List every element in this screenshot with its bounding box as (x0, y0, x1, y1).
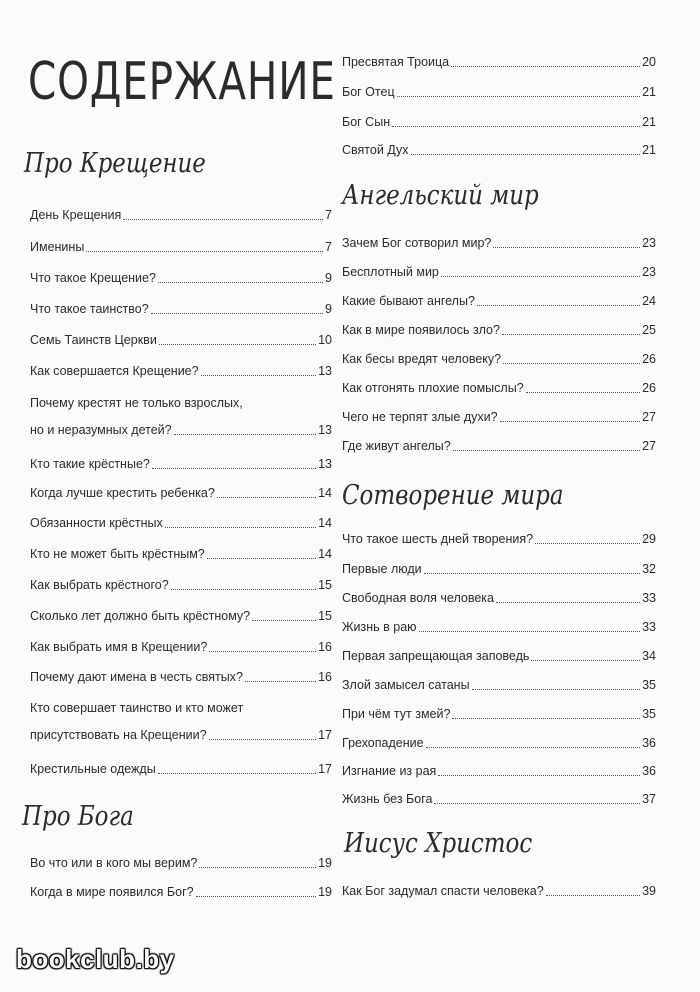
leader-dots (411, 154, 641, 155)
entry-title: Сколько лет должно быть крёстному? (30, 609, 251, 623)
entry-title: Что такое таинство? (30, 302, 149, 316)
leader-dots (245, 681, 316, 682)
entry-page: 10 (318, 333, 332, 347)
leader-dots (207, 558, 316, 559)
entry-title: Что такое Крещение? (30, 271, 156, 285)
toc-entry[interactable] (342, 381, 656, 396)
leader-dots (502, 334, 640, 335)
toc-entry[interactable] (342, 591, 656, 606)
leader-dots (392, 126, 640, 127)
section-title-creation: Сотворение мира (342, 480, 564, 511)
leader-dots (424, 573, 640, 574)
toc-entry[interactable] (30, 578, 332, 593)
entry-page: 27 (642, 410, 656, 424)
entry-title: Первая запрещающая заповедь (342, 649, 530, 663)
toc-entry[interactable] (342, 884, 656, 899)
entry-title: Грехопадение (342, 736, 424, 750)
entry-title: Зачем Бог сотворил мир? (342, 236, 492, 250)
leader-dots (451, 66, 640, 67)
entry-title: Бог Отец (342, 85, 395, 99)
toc-entry[interactable] (342, 439, 656, 454)
entry-title: День Крещения (30, 208, 122, 222)
entry-page: 23 (642, 265, 656, 279)
leader-dots (209, 739, 317, 740)
entry-page: 26 (642, 352, 656, 366)
entry-page: 13 (318, 364, 332, 378)
toc-entry[interactable] (342, 649, 656, 664)
toc-entry[interactable] (30, 516, 332, 531)
entry-title: Когда в мире появился Бог? (30, 885, 194, 899)
leader-dots (441, 276, 640, 277)
leader-dots (86, 251, 323, 252)
toc-entry[interactable] (342, 707, 656, 722)
leader-dots (123, 219, 323, 220)
entry-page: 19 (318, 856, 332, 870)
leader-dots (500, 421, 641, 422)
entry-page: 7 (325, 240, 332, 254)
entry-title: Во что или в кого мы верим? (30, 856, 198, 870)
entry-page: 16 (318, 670, 332, 684)
leader-dots (535, 543, 640, 544)
entry-title: Почему дают имена в честь святых? (30, 670, 243, 684)
leader-dots (493, 247, 640, 248)
toc-entry[interactable] (30, 240, 332, 255)
leader-dots (209, 651, 316, 652)
toc-entry[interactable] (30, 547, 332, 562)
entry-title-line1: Кто совершает таинство и кто может (30, 701, 244, 715)
entry-page: 24 (642, 294, 656, 308)
entry-title: Как выбрать имя в Крещении? (30, 640, 208, 654)
entry-page: 35 (642, 678, 656, 692)
leader-dots (526, 392, 640, 393)
entry-title: Как выбрать крёстного? (30, 578, 169, 592)
entry-title: Где живут ангелы? (342, 439, 451, 453)
entry-page: 17 (318, 762, 332, 776)
leader-dots (531, 660, 640, 661)
entry-title: Жизнь без Бога (342, 792, 433, 806)
entry-title: Как в мире появилось зло? (342, 323, 500, 337)
leader-dots (152, 468, 316, 469)
entry-title: Чего не терпят злые духи? (342, 410, 498, 424)
section-title-baptism: Про Крещение (24, 148, 206, 179)
entry-page: 33 (642, 620, 656, 634)
entry-title: Что такое шесть дней творения? (342, 532, 534, 546)
toc-entry[interactable] (30, 208, 332, 223)
entry-page: 19 (318, 885, 332, 899)
entry-title: Обязанности крёстных (30, 516, 163, 530)
entry-page: 37 (642, 792, 656, 806)
toc-entry[interactable] (30, 762, 332, 777)
toc-entry[interactable] (30, 670, 332, 685)
toc-entry[interactable] (342, 236, 656, 251)
leader-dots (434, 803, 640, 804)
toc-entry[interactable] (342, 55, 656, 70)
entry-title: Когда лучше крестить ребенка? (30, 486, 215, 500)
toc-entry[interactable] (30, 609, 332, 624)
entry-title: Как Бог задумал спасти человека? (342, 884, 544, 898)
leader-dots (472, 689, 641, 690)
entry-page: 32 (642, 562, 656, 576)
entry-page: 39 (642, 884, 656, 898)
leader-dots (165, 527, 316, 528)
entry-title: Кто не может быть крёстным? (30, 547, 205, 561)
toc-entry[interactable] (342, 410, 656, 425)
leader-dots (158, 282, 323, 283)
toc-entry[interactable] (342, 115, 656, 130)
entry-title-line1: Почему крестят не только взрослых, (30, 396, 243, 410)
entry-page: 36 (642, 736, 656, 750)
toc-entry[interactable] (342, 562, 656, 577)
entry-page: 9 (325, 271, 332, 285)
toc-entry[interactable] (342, 294, 656, 309)
entry-page: 15 (318, 578, 332, 592)
entry-page: 36 (642, 764, 656, 778)
toc-entry[interactable] (30, 856, 332, 871)
watermark-logo: bookclub.by (16, 944, 175, 974)
leader-dots (477, 305, 640, 306)
toc-entry[interactable] (30, 271, 332, 286)
entry-page: 26 (642, 381, 656, 395)
entry-page: 21 (642, 143, 656, 157)
entry-title: Святой Дух (342, 143, 409, 157)
toc-entry[interactable] (30, 396, 332, 438)
entry-title: Крестильные одежды (30, 762, 156, 776)
section-title-god: Про Бога (22, 801, 134, 832)
toc-entry[interactable] (30, 701, 332, 743)
entry-page: 17 (318, 728, 332, 742)
entry-title: Первые люди (342, 562, 422, 576)
entry-title: При чём тут змей? (342, 707, 451, 721)
entry-page: 13 (318, 457, 332, 471)
entry-page: 21 (642, 115, 656, 129)
entry-title: Как бесы вредят человеку? (342, 352, 502, 366)
leader-dots (452, 718, 640, 719)
toc-entry[interactable] (30, 885, 332, 900)
toc-entry[interactable] (30, 364, 332, 379)
leader-dots (453, 450, 640, 451)
entry-page: 14 (318, 516, 332, 530)
toc-entry[interactable] (342, 352, 656, 367)
leader-dots (496, 602, 640, 603)
entry-page: 33 (642, 591, 656, 605)
entry-page: 34 (642, 649, 656, 663)
section-title-christ: Иисус Христос (344, 828, 533, 859)
toc-entry[interactable] (342, 620, 656, 635)
entry-page: 25 (642, 323, 656, 337)
toc-entry[interactable] (342, 678, 656, 693)
entry-title: Злой замысел сатаны (342, 678, 470, 692)
page-title: СОДЕРЖАНИЕ (28, 52, 336, 112)
entry-page: 29 (642, 532, 656, 546)
toc-entry[interactable] (342, 792, 656, 807)
entry-page: 13 (318, 423, 332, 437)
leader-dots (252, 620, 316, 621)
toc-entry[interactable] (30, 486, 332, 501)
toc-entry[interactable] (30, 302, 332, 317)
leader-dots (438, 775, 640, 776)
toc-entry[interactable] (342, 532, 656, 547)
leader-dots (546, 895, 640, 896)
entry-title: Пресвятая Троица (342, 55, 450, 69)
leader-dots (419, 631, 641, 632)
entry-title: Жизнь в раю (342, 620, 417, 634)
entry-page: 23 (642, 236, 656, 250)
leader-dots (426, 747, 641, 748)
entry-title: Семь Таинств Церкви (30, 333, 157, 347)
entry-page: 15 (318, 609, 332, 623)
entry-page: 21 (642, 85, 656, 99)
entry-title: Бесплотный мир (342, 265, 439, 279)
leader-dots (159, 344, 316, 345)
entry-title: Кто такие крёстные? (30, 457, 150, 471)
entry-title: Изгнание из рая (342, 764, 437, 778)
entry-page: 16 (318, 640, 332, 654)
toc-entry[interactable] (342, 736, 656, 751)
toc-entry[interactable] (30, 333, 332, 348)
toc-entry[interactable] (342, 323, 656, 338)
toc-entry[interactable] (342, 143, 656, 158)
entry-title: Как отгонять плохие помыслы? (342, 381, 524, 395)
leader-dots (196, 896, 317, 897)
entry-page: 35 (642, 707, 656, 721)
toc-entry[interactable] (342, 764, 656, 779)
entry-title: Именины (30, 240, 85, 254)
entry-page: 7 (325, 208, 332, 222)
entry-page: 14 (318, 486, 332, 500)
toc-entry[interactable] (30, 640, 332, 655)
entry-page: 9 (325, 302, 332, 316)
toc-entry[interactable] (342, 85, 656, 100)
entry-page: 14 (318, 547, 332, 561)
leader-dots (171, 589, 316, 590)
entry-title: Как совершается Крещение? (30, 364, 199, 378)
entry-title: Какие бывают ангелы? (342, 294, 475, 308)
entry-title: Свободная воля человека (342, 591, 495, 605)
leader-dots (174, 434, 316, 435)
entry-title-line2: но и неразумных детей? (30, 423, 172, 437)
section-title-angels: Ангельский мир (342, 180, 539, 211)
leader-dots (397, 96, 640, 97)
entry-title: Бог Сын (342, 115, 391, 129)
leader-dots (151, 313, 323, 314)
leader-dots (199, 867, 316, 868)
entry-page: 20 (642, 55, 656, 69)
toc-entry[interactable] (342, 265, 656, 280)
entry-page: 27 (642, 439, 656, 453)
leader-dots (217, 497, 316, 498)
leader-dots (158, 773, 316, 774)
leader-dots (201, 375, 317, 376)
entry-title-line2: присутствовать на Крещении? (30, 728, 207, 742)
leader-dots (503, 363, 640, 364)
toc-entry[interactable] (30, 457, 332, 472)
